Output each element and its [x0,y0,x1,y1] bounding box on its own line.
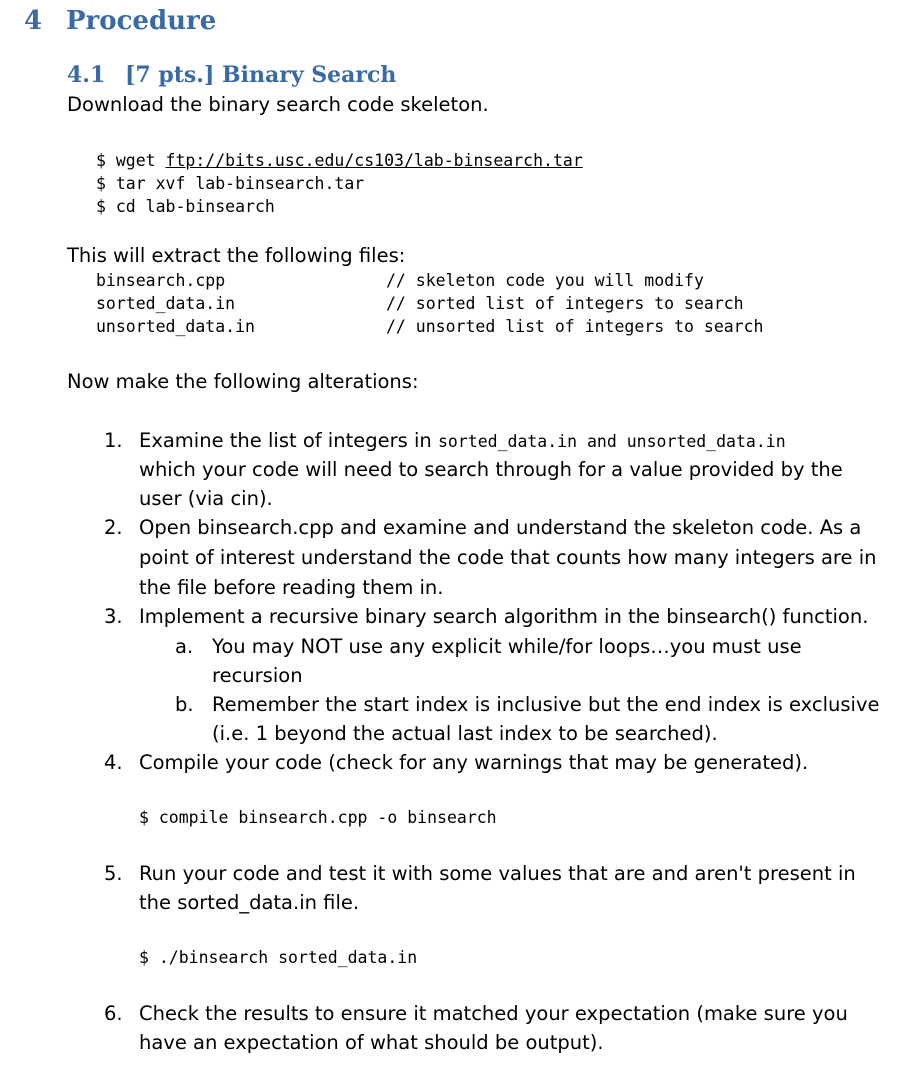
tar-command: $ tar xvf lab-binsearch.tar [96,174,365,193]
step-text-part: Examine the list of integers in [139,429,438,452]
step-text: user (via cin). [139,487,273,510]
file-comment: // skeleton code you will modify [386,271,704,290]
substep-number: b. [175,693,194,716]
step-text: point of interest understand the code that counts how many integers are in [139,546,877,569]
file-name: binsearch.cpp [96,271,226,290]
substep-text: Remember the start index is inclusive but the end index is exclusive [212,693,880,716]
intro-text: Download the binary search code skeleton. [67,93,489,116]
extract-text: This will extract the following files: [67,244,406,267]
file-name: sorted_data.in [96,294,236,313]
substep-text: recursion [212,664,303,687]
step-number: 3. [104,605,123,628]
cd-command: $ cd lab-binsearch [96,197,275,216]
download-link[interactable]: ftp://bits.usc.edu/cs103/lab-binsearch.tar [165,151,583,170]
run-command: $ ./binsearch sorted_data.in [139,948,418,967]
subsection-title: [7 pts.] Binary Search [125,62,397,88]
substep-number: a. [175,635,194,658]
step-text: which your code will need to search through for a value provided by the [139,458,843,481]
subsection-number: 4.1 [67,62,106,88]
step-text: Run your code and test it with some values that are and aren't present in [139,862,856,885]
substep-text: You may NOT use any explicit while/for loops…you must use [212,635,802,658]
step-number: 4. [104,751,123,774]
step-text: the sorted_data.in file. [139,891,360,914]
step-text: Check the results to ensure it matched your expectation (make sure you [139,1002,848,1025]
step-number: 2. [104,516,123,539]
wget-prefix: $ wget [96,151,166,170]
step-number: 5. [104,862,123,885]
subsection-heading [67,62,396,88]
step-number: 1. [104,429,123,452]
file-name: unsorted_data.in [96,317,255,336]
compile-command: $ compile binsearch.cpp -o binsearch [139,808,497,827]
step-text: have an expectation of what should be output). [139,1031,604,1054]
step-text: Implement a recursive binary search algorithm in the binsearch() function. [139,605,869,628]
step-text: Compile your code (check for any warnings that may be generated). [139,751,809,774]
step-text: the file before reading them in. [139,576,444,599]
file-comment: // unsorted list of integers to search [386,317,764,336]
step-text: Open binsearch.cpp and examine and understand the skeleton code. As a [139,516,862,539]
step-text [139,429,786,452]
section-heading [24,6,216,36]
step-number: 6. [104,1002,123,1025]
section-title: Procedure [66,6,217,36]
inline-code: sorted_data.in and unsorted_data.in [437,432,786,451]
section-number: 4 [24,6,43,36]
wget-command [96,151,583,170]
file-comment: // sorted list of integers to search [386,294,744,313]
substep-text: (i.e. 1 beyond the actual last index to be searched). [212,722,718,745]
alterations-text: Now make the following alterations: [67,370,419,393]
